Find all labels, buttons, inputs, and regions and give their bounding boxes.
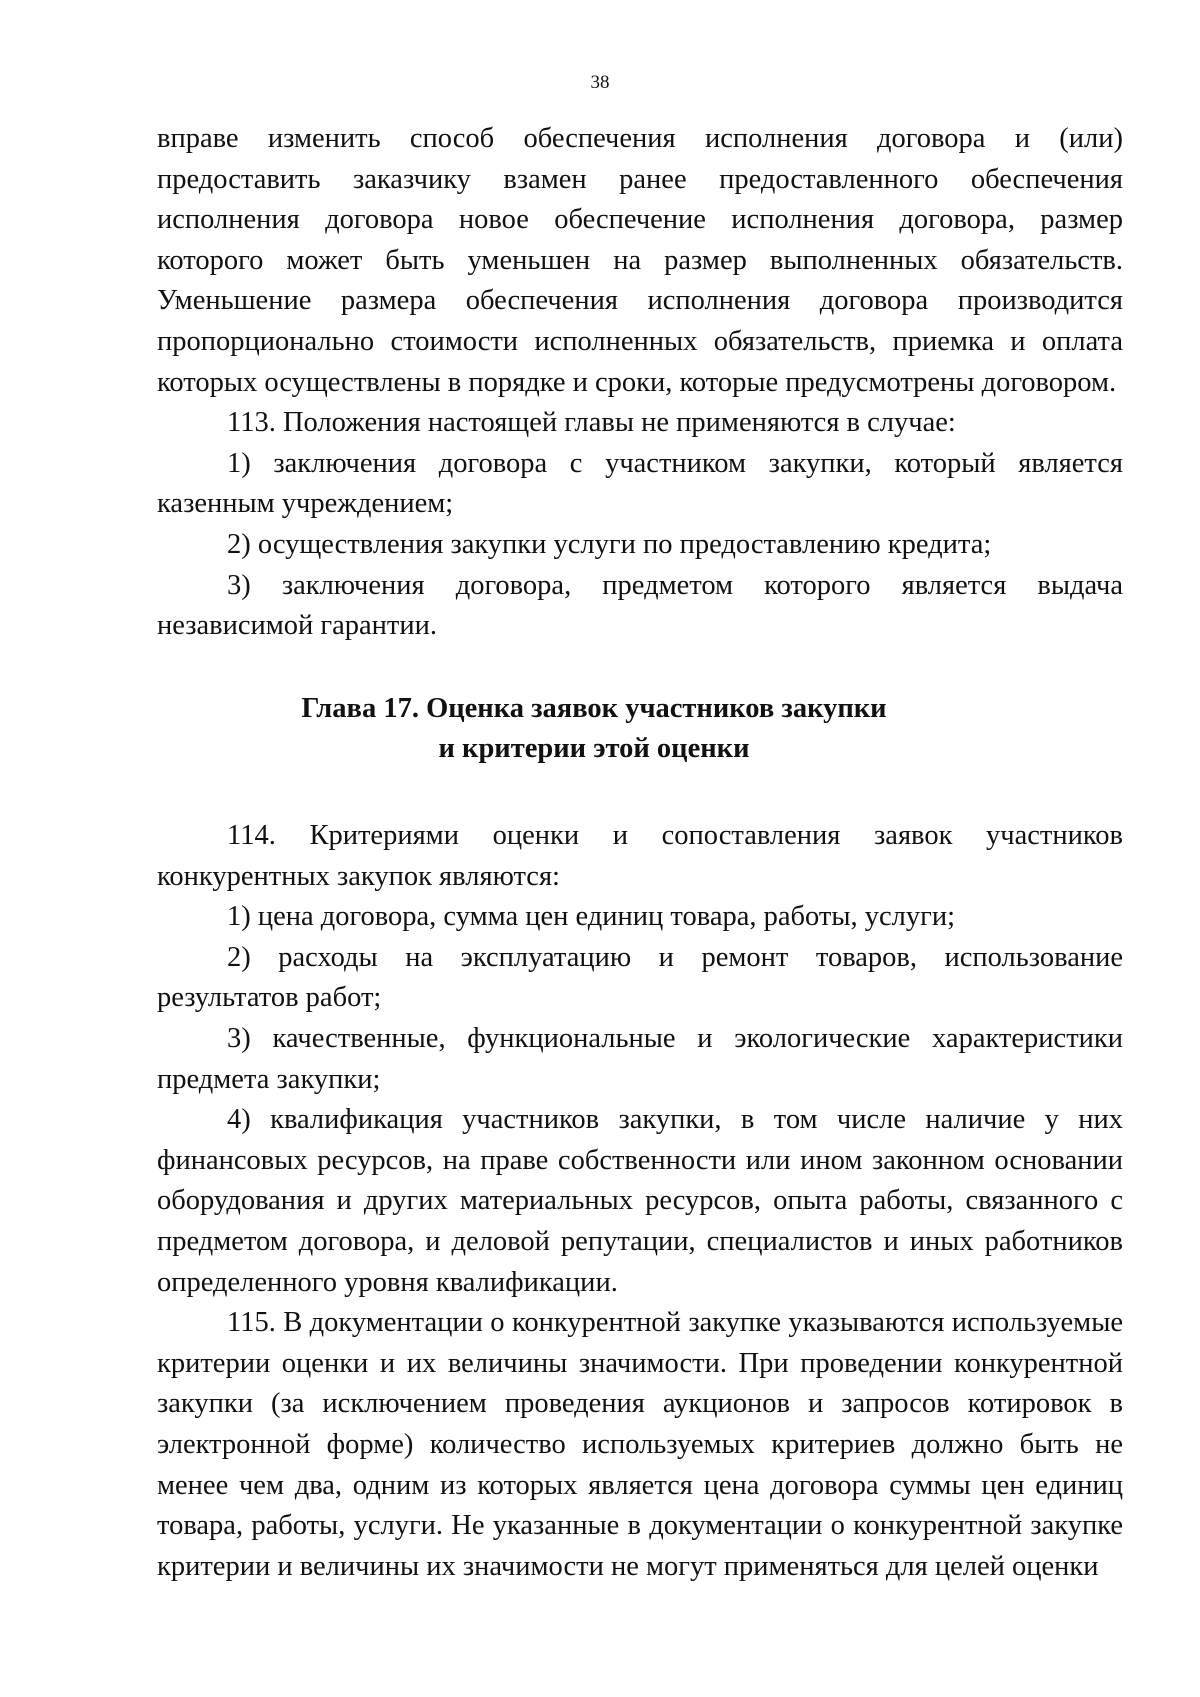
page-number: 38 — [590, 72, 610, 93]
paragraph-114-item-1: 1) цена договора, сумма цен единиц товара, работы, услуги; — [227, 901, 955, 933]
paragraph-114-item-2: 2) расходы на эксплуатацию и ремонт товаров, использование результатов работ; — [157, 941, 1123, 1014]
paragraph-113: 113. Положения настоящей главы не применяются в случае: — [227, 407, 956, 439]
paragraph-114-item-4: 4) квалификация участников закупки, в том числе наличие у них финансовых ресурсов, на праве собственности или ином законном основании оборудования и других материальных ресурсов, опыта работы, связанного с предметом договора, и деловой репутации, специалистов и иных работников определенного уровня квалификации. — [157, 1104, 1123, 1298]
chapter-heading — [0, 689, 1200, 769]
paragraph-continuation: вправе изменить способ обеспечения исполнения договора и (или) предоставить заказчику взамен ранее предоставленного обеспечения исполнения договора новое обеспечение исполнения договора, размер которого может быть уменьшен на размер выполненных обязательств. Уменьшение размера обеспечения исполнения договора производится пропорционально стоимости исполненных обязательств, приемка и оплата которых осуществлены в порядке и сроки, которые предусмотрены договором. — [157, 123, 1123, 398]
paragraph-113-item-3: 3) заключения договора, предметом которого является выдача независимой гарантии. — [157, 569, 1123, 642]
paragraph-115: 115. В документации о конкурентной закупке указываются используемые критерии оценки и их величины значимости. При проведении конкурентной закупки (за исключением проведения аукционов и запросов котировок в электронной форме) количество используемых критериев должно быть не менее чем два, одним из которых является цена договора суммы цен единиц товара, работы, услуги. Не указанные в документации о конкурентной закупке критерии и величины их значимости не могут применяться для целей оценки — [157, 1307, 1123, 1582]
paragraph-114: 114. Критериями оценки и сопоставления заявок участников конкурентных закупок являются: — [157, 820, 1123, 892]
chapter-heading-line-1: Глава 17. Оценка заявок участников закупки — [301, 693, 887, 724]
paragraph-113-item-1: 1) заключения договора с участником закупки, который является казенным учреждением; — [157, 447, 1123, 520]
text-block-top — [157, 119, 1123, 647]
chapter-heading-line-2: и критерии этой оценки — [438, 733, 750, 764]
paragraph-113-item-2: 2) осуществления закупки услуги по предоставлению кредита; — [227, 528, 992, 560]
paragraph-114-item-3: 3) качественные, функциональные и экологические характеристики предмета закупки; — [157, 1022, 1123, 1095]
text-block-bottom — [157, 816, 1123, 1587]
